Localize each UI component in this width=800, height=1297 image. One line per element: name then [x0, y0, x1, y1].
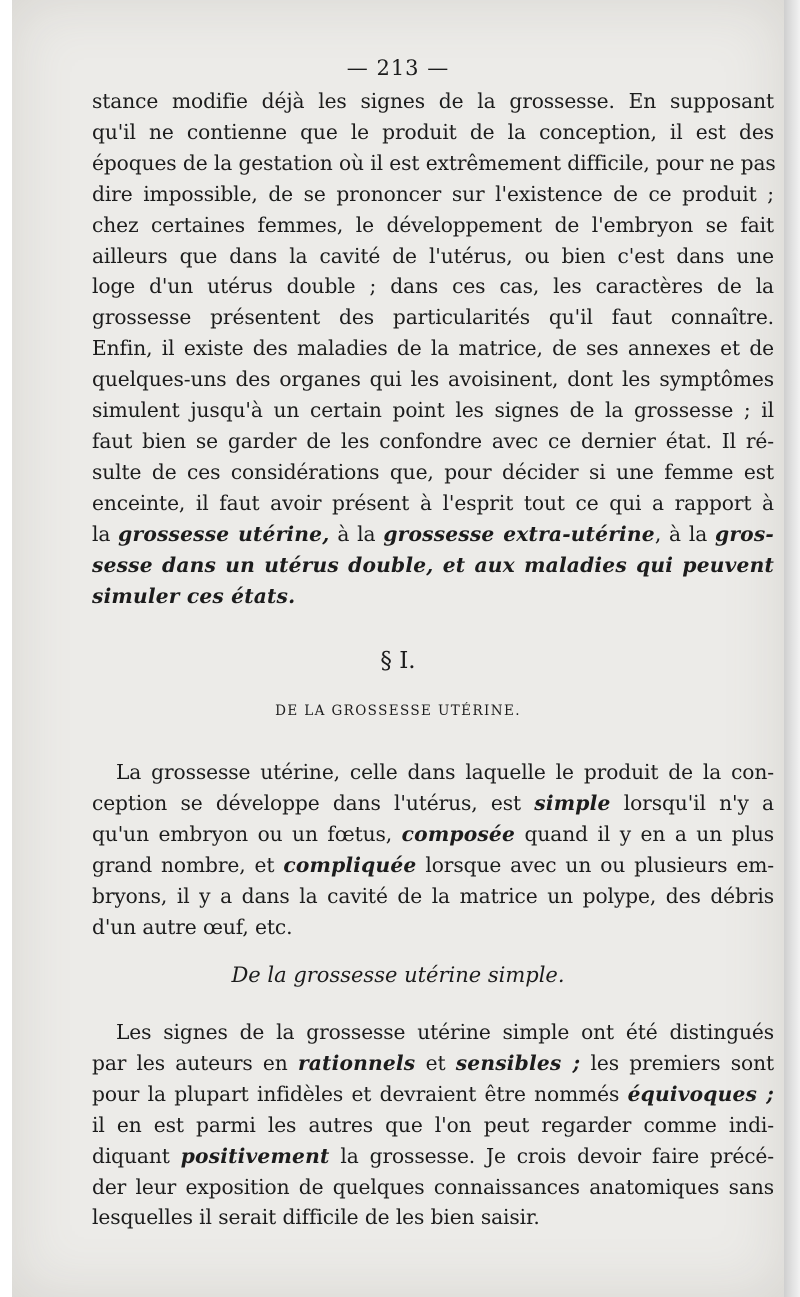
- text-line: simulent jusqu'à un certain point les signes de la grossesse ; il: [92, 398, 774, 423]
- text-line: Enfin, il existe des maladies de la matrice, de ses annexes et de: [92, 336, 774, 361]
- text-run: à la: [329, 521, 384, 546]
- text-run: les premiers sont: [580, 1050, 774, 1075]
- text-line: loge d'un utérus double ; dans ces cas, les caractères de la: [92, 274, 774, 299]
- text-line: dire impossible, de se prononcer sur l'existence de ce produit ;: [92, 181, 774, 206]
- italic-run: composée: [401, 821, 516, 846]
- text-line: chez certaines femmes, le développement de l'embryon se fait: [92, 212, 774, 237]
- text-line: [92, 788, 774, 819]
- text-line: [92, 550, 774, 581]
- text-line: ailleurs que dans la cavité de l'utérus, ou bien c'est dans une: [92, 243, 774, 268]
- text-line: d'un autre œuf, etc.: [92, 914, 293, 939]
- text-run: ception se développe dans l'utérus, est: [92, 790, 535, 815]
- page-edge: [784, 0, 800, 1297]
- text-run: quand il y en a un plus: [515, 821, 774, 846]
- subheading: De la grossesse utérine simple.: [231, 963, 565, 987]
- text-run: par les auteurs en: [92, 1050, 298, 1075]
- text-line: bryons, il y a dans la cavité de la matrice un polype, des débris: [92, 883, 774, 908]
- text-line: [92, 1079, 774, 1110]
- text-line: [92, 819, 774, 850]
- text-line: quelques-uns des organes qui les avoisinent, dont les symptômes: [92, 367, 774, 392]
- italic-run: compliquée: [283, 852, 417, 877]
- text-line: époques de la gestation où il est extrêmement difficile, pour ne pas: [92, 150, 776, 175]
- text-run: la: [92, 521, 119, 546]
- italic-run: simuler ces états.: [92, 583, 296, 608]
- book-page: [12, 0, 784, 1297]
- text-line: Les signes de la grossesse utérine simple ont été distingués: [116, 1020, 774, 1044]
- text-line: [92, 519, 774, 550]
- italic-run: simple: [534, 790, 611, 815]
- page-number: — 213 —: [346, 56, 450, 80]
- section-title: DE LA GROSSESSE UTÉRINE.: [275, 703, 521, 719]
- text-line: [92, 581, 774, 612]
- text-run: la grossesse. Je crois devoir faire précé-: [329, 1143, 774, 1168]
- text-line: grossesse présentent des particularités qu'il faut connaître.: [92, 305, 774, 330]
- text-line: [92, 1048, 774, 1079]
- text-line: lesquelles il serait difficile de les bien saisir.: [92, 1205, 540, 1230]
- text-run: pour la plupart infidèles et devraient être nommés: [92, 1081, 628, 1106]
- text-run: et: [415, 1050, 456, 1075]
- text-line: [92, 850, 774, 881]
- text-run: lorsque avec un ou plusieurs em-: [416, 852, 774, 877]
- text-run: qu'un embryon ou un fœtus,: [92, 821, 402, 846]
- text-run: grand nombre, et: [92, 852, 284, 877]
- text-line: der leur exposition de quelques connaissances anatomiques sans: [92, 1174, 774, 1199]
- italic-run: sesse dans un utérus double, et aux maladies qui peuvent: [92, 552, 774, 577]
- paragraph-1: [92, 86, 774, 611]
- italic-run: rationnels: [297, 1050, 416, 1075]
- italic-run: positivement: [180, 1143, 330, 1168]
- text-line: stance modifie déjà les signes de la grossesse. En supposant: [92, 89, 774, 113]
- text-line: enceinte, il faut avoir présent à l'esprit tout ce qui a rapport à: [92, 490, 774, 515]
- text-line: faut bien se garder de les confondre avec ce dernier état. Il ré-: [92, 428, 774, 453]
- text-line: sulte de ces considérations que, pour décider si une femme est: [92, 459, 774, 484]
- italic-run: gros-: [715, 521, 774, 546]
- section-mark: § I.: [380, 648, 416, 674]
- text-line: il en est parmi les autres que l'on peut regarder comme indi-: [92, 1112, 774, 1137]
- italic-run: grossesse utérine,: [118, 521, 330, 546]
- paragraph-3: [92, 1017, 774, 1233]
- text-run: , à la: [654, 521, 716, 546]
- text-run: lorsqu'il n'y a: [610, 790, 774, 815]
- italic-run: équivoques ;: [627, 1081, 774, 1106]
- paragraph-2: [92, 757, 774, 942]
- italic-run: sensibles ;: [455, 1050, 581, 1075]
- italic-run: grossesse extra-utérine: [383, 521, 655, 546]
- text-line: [92, 1141, 774, 1172]
- text-line: La grossesse utérine, celle dans laquelle le produit de la con-: [116, 760, 774, 784]
- text-run: diquant: [92, 1143, 181, 1168]
- text-line: qu'il ne contienne que le produit de la conception, il est des: [92, 119, 774, 144]
